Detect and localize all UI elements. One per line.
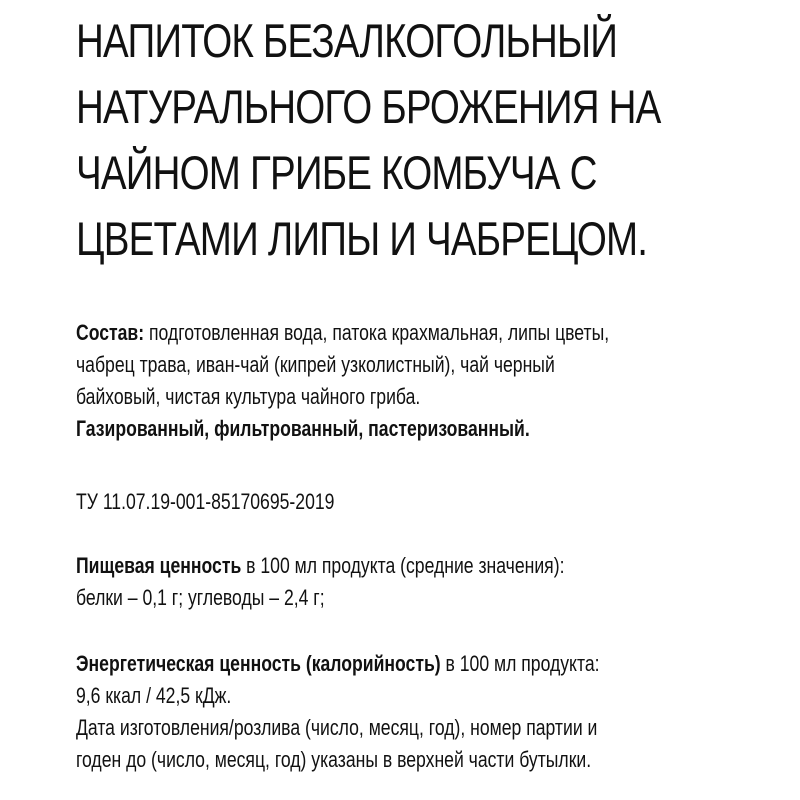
- energy-values: 9,6 ккал / 42,5 кДж.: [76, 683, 232, 708]
- processing-info: Газированный, фильтрованный, пастеризованный.: [76, 416, 530, 441]
- composition-text-1: подготовленная вода, патока крахмальная, липы цветы,: [144, 320, 610, 345]
- date-info-line-1: Дата изготовления/розлива (число, месяц, год), номер партии и: [76, 715, 598, 740]
- composition-line-1: [76, 317, 764, 349]
- title-line-2: НАТУРАЛЬНОГО БРОЖЕНИЯ НА: [76, 80, 661, 133]
- composition-label: Состав:: [76, 320, 145, 345]
- date-info-line-2: годен до (число, месяц, год) указаны в верхней части бутылки.: [76, 747, 592, 772]
- composition-section: [76, 317, 764, 445]
- nutrition-values: белки – 0,1 г; углеводы – 2,4 г;: [76, 585, 325, 610]
- product-title: [76, 8, 781, 272]
- energy-section: [76, 648, 764, 776]
- title-line-3: ЧАЙНОМ ГРИБЕ КОМБУЧА С: [76, 146, 597, 199]
- energy-label: Энергетическая ценность (калорийность): [76, 651, 441, 676]
- tu-section: [76, 486, 764, 518]
- title-line-1: НАПИТОК БЕЗАЛКОГОЛЬНЫЙ: [76, 14, 618, 67]
- product-label: [76, 8, 776, 272]
- nutrition-section: [76, 550, 764, 614]
- energy-heading: [76, 648, 764, 680]
- nutrition-label-rest: в 100 мл продукта (средние значения):: [241, 553, 565, 578]
- tu-code: ТУ 11.07.19-001-85170695-2019: [76, 489, 335, 514]
- title-line-4: ЦВЕТАМИ ЛИПЫ И ЧАБРЕЦОМ.: [76, 212, 648, 265]
- nutrition-label: Пищевая ценность: [76, 553, 242, 578]
- energy-label-rest: в 100 мл продукта:: [440, 651, 600, 676]
- nutrition-heading: [76, 550, 764, 582]
- composition-line-3: байховый, чистая культура чайного гриба.: [76, 384, 421, 409]
- composition-line-2: чабрец трава, иван-чай (кипрей узколистный), чай черный: [76, 352, 555, 377]
